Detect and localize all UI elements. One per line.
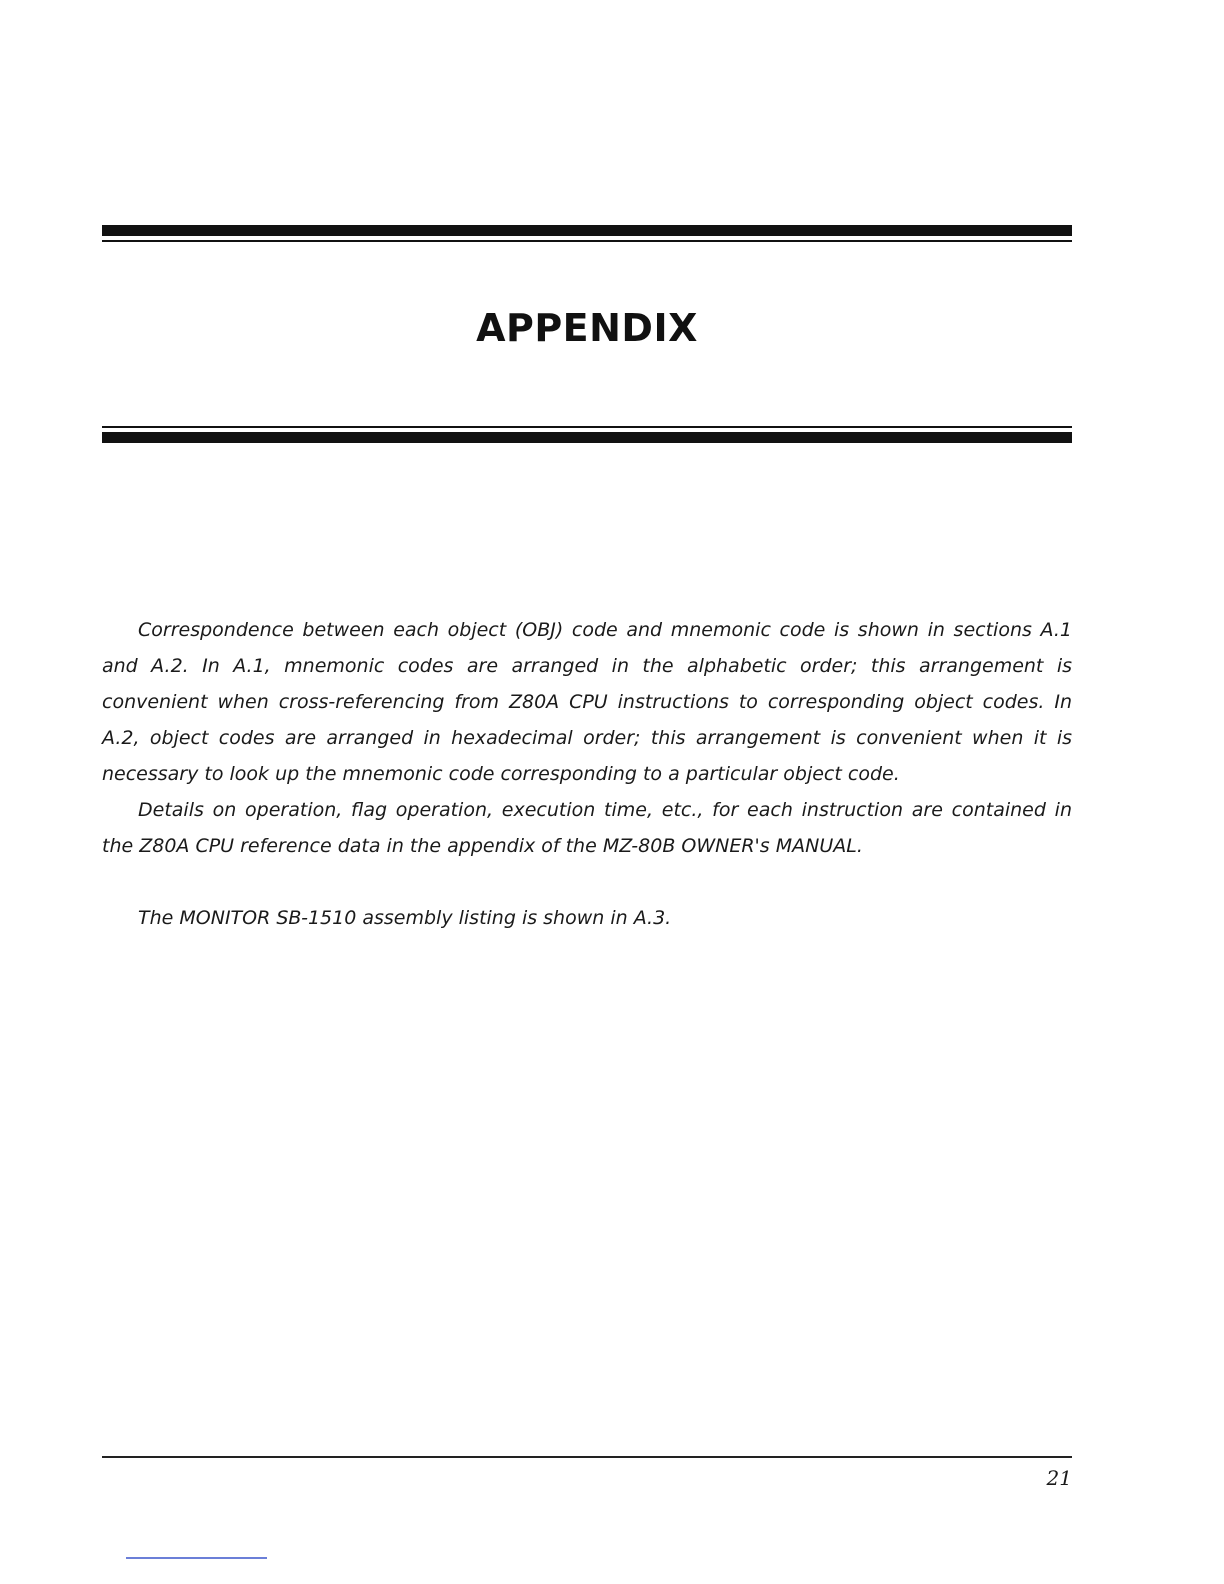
header-top-thick-rule <box>102 225 1072 236</box>
paragraph-intro: Correspondence between each object (OBJ) code and mnemonic code is shown in sections A.1 and A.2. In A.1, mnemonic codes are arranged in the alphabetic order; this arrangement is convenient when cross-referencing from Z80A CPU instructions to corresponding object codes. In A.2, object codes are arranged in hexadecimal order; this arrangement is convenient when it is necessary to look up the mnemonic code corresponding to a particular object code. <box>102 619 1072 785</box>
paragraph-details: Details on operation, flag operation, execution time, etc., for each instruction are contained in the Z80A CPU reference data in the appendix of the MZ-80B OWNER's MANUAL. <box>102 799 1072 857</box>
header-bottom-thin-rule <box>102 426 1072 428</box>
header-bottom-thick-rule <box>102 432 1072 443</box>
body-text-block <box>102 612 1072 864</box>
paragraph-listing: The MONITOR SB-1510 assembly listing is shown in A.3. <box>138 907 672 929</box>
scan-artifact-line <box>126 1557 267 1559</box>
page-title: APPENDIX <box>476 306 698 350</box>
body-text-block-listing <box>102 900 1072 936</box>
footer-rule <box>102 1456 1072 1458</box>
header-top-thin-rule <box>102 240 1072 242</box>
page-number: 21 <box>1046 1466 1072 1490</box>
